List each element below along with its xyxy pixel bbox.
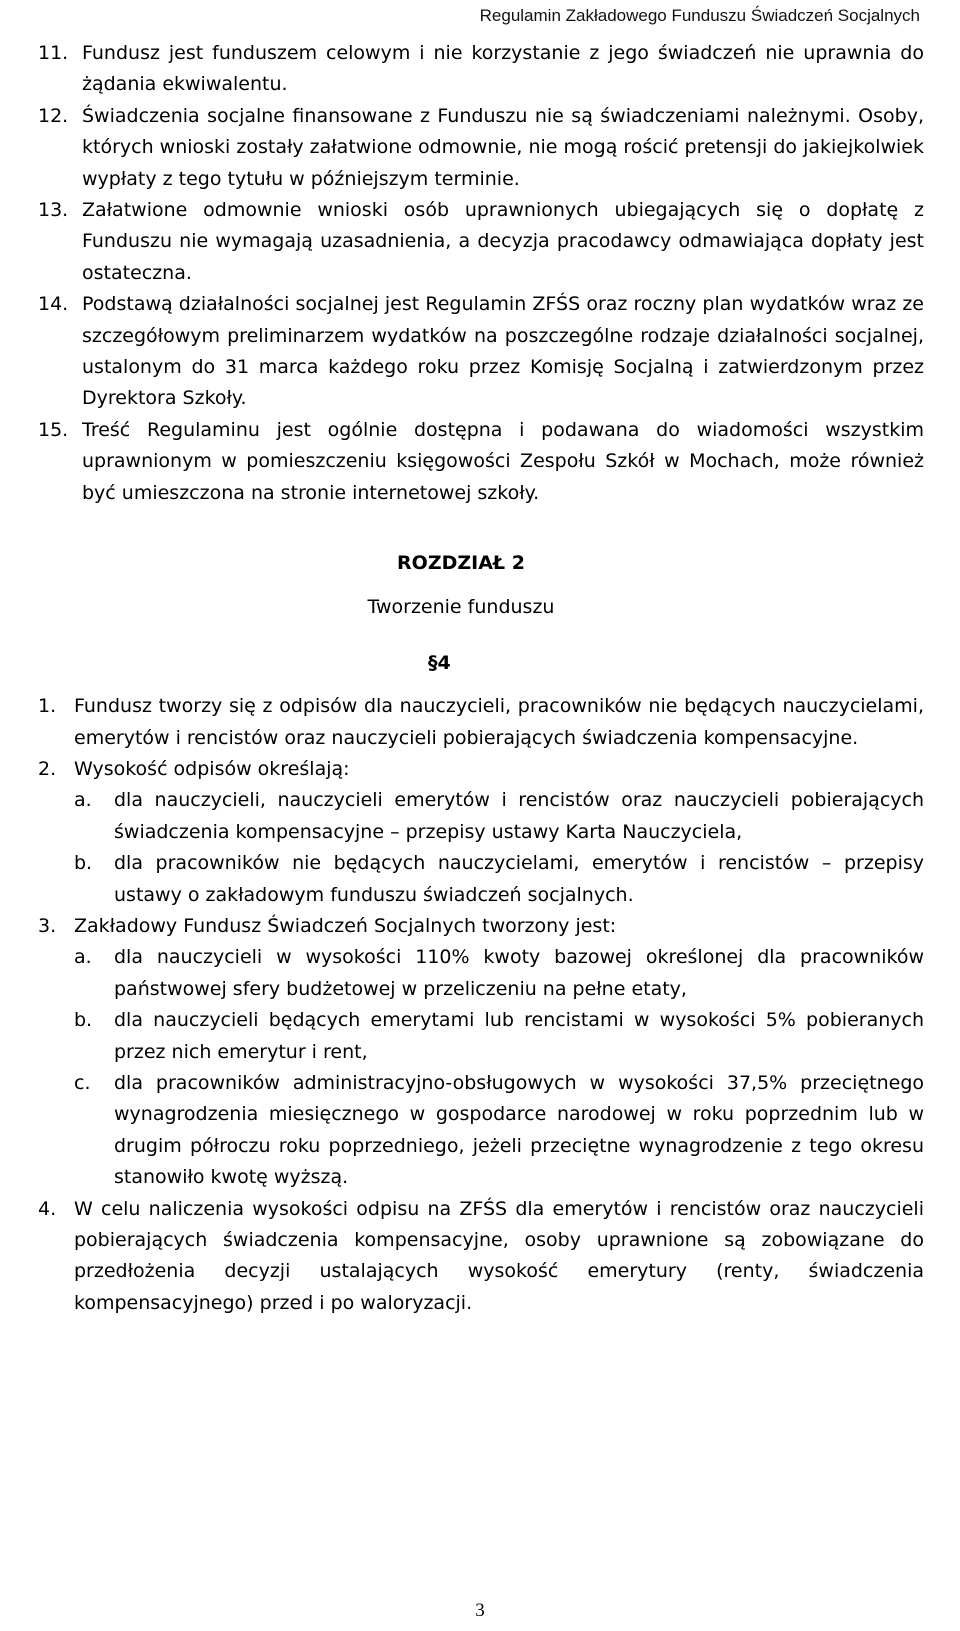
sub-list-item — [74, 1005, 924, 1068]
item-text: Treść Regulaminu jest ogólnie dostępna i podawana do wiadomości wszystkim uprawnionym w pomieszczeniu księgowości Zespołu Szkół w Mochach, może również być umieszczona na stronie internetowej szkoły. — [82, 418, 924, 504]
section-sign-icon: § — [428, 652, 438, 675]
item-number: 2. — [38, 757, 57, 780]
list-item — [38, 911, 924, 942]
item-number: 1. — [38, 695, 57, 718]
list-item — [38, 1194, 924, 1320]
item-number: 3. — [38, 914, 57, 937]
section-paragraph-mark — [38, 635, 924, 691]
sub-item-letter: b. — [74, 852, 93, 875]
sub-list — [74, 785, 924, 911]
sub-item-text: dla nauczycieli będących emerytami lub rencistami w wysokości 5% pobieranych przez nich emerytur i rent, — [114, 1009, 924, 1063]
list-item — [38, 691, 924, 754]
fund-creation-list — [38, 691, 924, 1319]
sub-item-letter: c. — [74, 1071, 91, 1094]
rules-list-continued — [38, 38, 924, 509]
item-number: 12. — [38, 104, 69, 127]
list-item — [38, 38, 924, 101]
chapter-title: ROZDZIAŁ 2 — [397, 552, 525, 575]
list-item — [38, 415, 924, 509]
sub-item-letter: a. — [74, 789, 92, 812]
page-number: 3 — [475, 1600, 485, 1621]
item-number: 11. — [38, 42, 69, 64]
sub-list — [74, 942, 924, 1193]
list-item — [38, 754, 924, 785]
list-item — [38, 195, 924, 289]
sub-item-text: dla pracowników administracyjno-obsługowych w wysokości 37,5% przeciętnego wynagrodzenia miesięcznego w gospodarce narodowej w roku poprzednim lub w drugim półroczu roku poprzedniego, jeżeli przeciętne wynagrodzenie z tego okresu stanowiło kwotę wyższą. — [114, 1071, 924, 1189]
list-item — [38, 289, 924, 415]
sub-list-item — [74, 942, 924, 1005]
sub-list-item — [74, 1068, 924, 1194]
item-text: Podstawą działalności socjalnej jest Regulamin ZFŚS oraz roczny plan wydatków wraz ze szczegółowym preliminarzem wydatków na poszczególne rodzaje działalności socjalnej, ustalonym do 31 marca każdego roku przez Komisję Socjalną i zatwierdzonym przez Dyrektora Szkoły. — [82, 293, 924, 410]
item-text: Załatwione odmownie wnioski osób uprawnionych ubiegających się o dopłatę z Funduszu nie wymagają uzasadnienia, a decyzja pracodawcy odmawiająca dopłaty jest ostateczna. — [82, 199, 924, 284]
item-number: 4. — [38, 1197, 57, 1220]
chapter-subtitle: Tworzenie funduszu — [367, 596, 555, 619]
sub-item-text: dla nauczycieli w wysokości 110% kwoty bazowej określonej dla pracowników państwowej sfery budżetowej w przeliczeniu na pełne etaty, — [114, 946, 924, 1000]
item-text: Zakładowy Fundusz Świadczeń Socjalnych tworzony jest: — [74, 914, 617, 937]
list-item — [38, 101, 924, 195]
document-page — [38, 38, 924, 1319]
sub-item-text: dla nauczycieli, nauczycieli emerytów i rencistów oraz nauczycieli pobierających świadczenia kompensacyjne – przepisy ustawy Karta Nauczyciela, — [114, 789, 924, 843]
item-text: Wysokość odpisów określają: — [74, 757, 350, 780]
item-text: Świadczenia socjalne finansowane z Funduszu nie są świadczeniami należnymi. Osoby, których wnioski zostały załatwione odmownie, nie mogą rościć pretensji do jakiejkolwiek wypłaty z tego tytułu w późniejszym terminie. — [82, 104, 924, 190]
sub-list-item — [74, 785, 924, 848]
item-text: Fundusz jest funduszem celowym i nie korzystanie z jego świadczeń nie uprawnia do żądania ekwiwalentu. — [82, 42, 924, 96]
item-number: 13. — [38, 199, 69, 222]
sub-item-letter: b. — [74, 1009, 93, 1032]
sub-list-item — [74, 848, 924, 911]
item-text: W celu naliczenia wysokości odpisu na ZFŚS dla emerytów i rencistów oraz nauczycieli pobierających świadczenia kompensacyjne, osoby uprawnione są zobowiązane do przedłożenia decyzji ustalających wysokość emerytury (renty, świadczenia kompensacyjnego) przed i po waloryzacji. — [74, 1197, 924, 1314]
item-text: Fundusz tworzy się z odpisów dla nauczycieli, pracowników nie będących nauczycielami, emerytów i rencistów oraz nauczycieli pobierających świadczenia kompensacyjne. — [74, 695, 924, 749]
document-header: Regulamin Zakładowego Funduszu Świadczeń Socjalnych — [479, 6, 920, 25]
item-number: 14. — [38, 293, 69, 316]
item-number: 15. — [38, 418, 69, 441]
section-number: 4 — [437, 652, 451, 675]
sub-item-letter: a. — [74, 946, 92, 969]
sub-item-text: dla pracowników nie będących nauczycielami, emerytów i rencistów – przepisy ustawy o zakładowym funduszu świadczeń socjalnych. — [114, 852, 924, 906]
